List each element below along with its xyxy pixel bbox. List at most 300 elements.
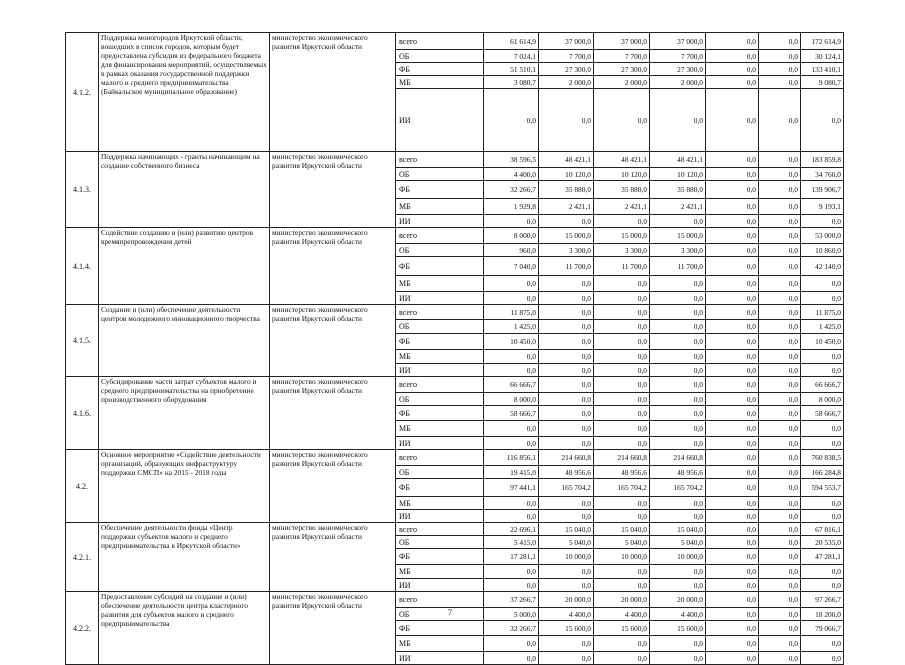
amount-cell: 0,0	[801, 437, 844, 450]
amount-cell: 0,0	[594, 292, 650, 305]
amount-cell: 0,0	[706, 437, 759, 450]
table-row	[66, 523, 844, 536]
item-name: Содействие созданию и (или) развитию центров времяпрепровождения детей	[99, 228, 270, 305]
amount-cell: 48 956,6	[594, 466, 650, 479]
amount-cell: 10 000,0	[594, 549, 650, 565]
amount-cell: 0,0	[706, 63, 759, 76]
funding-source: ИИ	[396, 89, 484, 152]
funding-source: МБ	[396, 497, 484, 510]
amount-cell: 0,0	[539, 320, 594, 334]
amount-cell: 11 700,0	[650, 257, 706, 276]
amount-cell: 5 000,0	[484, 608, 539, 621]
amount-cell: 0,0	[759, 152, 801, 168]
amount-cell: 0,0	[539, 497, 594, 510]
page-number: 7	[448, 608, 452, 617]
amount-cell: 15 040,0	[539, 523, 594, 536]
amount-cell: 0,0	[759, 50, 801, 63]
amount-cell: 0,0	[650, 89, 706, 152]
amount-cell: 0,0	[759, 393, 801, 406]
amount-cell: 3 300,0	[594, 244, 650, 257]
amount-cell: 0,0	[801, 89, 844, 152]
amount-cell: 10 000,0	[539, 549, 594, 565]
amount-cell: 37 000,0	[539, 33, 594, 50]
amount-cell: 0,0	[539, 305, 594, 320]
funding-source: всего	[396, 377, 484, 393]
amount-cell: 51 510,1	[484, 63, 539, 76]
amount-cell: 0,0	[759, 76, 801, 89]
amount-cell: 0,0	[759, 510, 801, 523]
funding-source: ИИ	[396, 579, 484, 592]
amount-cell: 0,0	[759, 608, 801, 621]
funding-source: ФБ	[396, 181, 484, 199]
amount-cell: 0,0	[759, 579, 801, 592]
amount-cell: 0,0	[650, 364, 706, 377]
item-executor: министерство экономического развития Иркутской области	[270, 33, 396, 152]
amount-cell: 0,0	[650, 497, 706, 510]
amount-cell: 0,0	[594, 652, 650, 665]
table-row	[66, 377, 844, 393]
amount-cell: 0,0	[706, 350, 759, 364]
amount-cell: 0,0	[594, 393, 650, 406]
amount-cell: 0,0	[484, 636, 539, 652]
amount-cell: 18 200,0	[801, 608, 844, 621]
amount-cell: 0,0	[539, 215, 594, 228]
amount-cell: 34 760,0	[801, 168, 844, 181]
funding-source: ОБ	[396, 536, 484, 549]
funding-source: ИИ	[396, 215, 484, 228]
table-row	[66, 592, 844, 608]
amount-cell: 0,0	[539, 350, 594, 364]
amount-cell: 11 700,0	[539, 257, 594, 276]
funding-source: всего	[396, 152, 484, 168]
amount-cell: 0,0	[759, 63, 801, 76]
amount-cell: 0,0	[801, 652, 844, 665]
amount-cell: 0,0	[706, 257, 759, 276]
item-code: 4.2.1.	[66, 523, 99, 592]
amount-cell: 139 906,7	[801, 181, 844, 199]
amount-cell: 0,0	[706, 50, 759, 63]
amount-cell: 0,0	[650, 377, 706, 393]
amount-cell: 66 666,7	[484, 377, 539, 393]
amount-cell: 0,0	[594, 421, 650, 437]
item-code: 4.2.2.	[66, 592, 99, 665]
amount-cell: 7 040,0	[484, 257, 539, 276]
funding-source: ФБ	[396, 63, 484, 76]
amount-cell: 0,0	[594, 89, 650, 152]
amount-cell: 0,0	[706, 276, 759, 292]
amount-cell: 0,0	[706, 364, 759, 377]
amount-cell: 15 600,0	[650, 621, 706, 636]
amount-cell: 48 956,6	[539, 466, 594, 479]
funding-source: ОБ	[396, 320, 484, 334]
amount-cell: 0,0	[539, 565, 594, 579]
amount-cell: 10 450,0	[801, 334, 844, 350]
amount-cell: 0,0	[759, 228, 801, 244]
amount-cell: 0,0	[594, 406, 650, 421]
funding-source: ИИ	[396, 510, 484, 523]
item-executor: министерство экономического развития Иркутской области	[270, 152, 396, 228]
amount-cell: 58 666,7	[801, 406, 844, 421]
amount-cell: 0,0	[706, 479, 759, 497]
amount-cell: 0,0	[801, 364, 844, 377]
item-code: 4.2.	[66, 450, 99, 523]
amount-cell: 0,0	[801, 421, 844, 437]
amount-cell: 5 415,0	[484, 536, 539, 549]
amount-cell: 0,0	[706, 621, 759, 636]
amount-cell: 1 425,0	[801, 320, 844, 334]
amount-cell: 37 000,0	[650, 33, 706, 50]
funding-source: ОБ	[396, 50, 484, 63]
item-executor: министерство экономического развития Иркутской области	[270, 377, 396, 450]
amount-cell: 0,0	[801, 276, 844, 292]
amount-cell: 0,0	[650, 406, 706, 421]
amount-cell: 172 614,9	[801, 33, 844, 50]
amount-cell: 3 300,0	[650, 244, 706, 257]
amount-cell: 37 000,0	[594, 33, 650, 50]
amount-cell: 0,0	[539, 377, 594, 393]
amount-cell: 35 880,0	[539, 181, 594, 199]
amount-cell: 0,0	[759, 549, 801, 565]
amount-cell: 0,0	[801, 292, 844, 305]
amount-cell: 0,0	[539, 421, 594, 437]
item-name: Предоставление субсидий на создание и (или) обеспечение деятельности центра кластерного развития для субъектов малого и среднего предпринимательства	[99, 592, 270, 665]
amount-cell: 32 266,7	[484, 621, 539, 636]
amount-cell: 0,0	[706, 536, 759, 549]
amount-cell: 165 704,2	[594, 479, 650, 497]
amount-cell: 0,0	[650, 215, 706, 228]
amount-cell: 2 421,1	[594, 199, 650, 215]
amount-cell: 0,0	[801, 350, 844, 364]
item-name: Поддержка моногородов Иркутской области, вошедших в список городов, которым будет предоставлена субсидия из федерального бюджета для финансирования мероприятий, осуществляемых в рамках оказания государственной поддержки малого и среднего предпринимательства (Байкальское муниципальное образование)	[99, 33, 270, 152]
amount-cell: 3 300,0	[539, 244, 594, 257]
amount-cell: 0,0	[594, 276, 650, 292]
amount-cell: 2 421,1	[539, 199, 594, 215]
amount-cell: 42 140,0	[801, 257, 844, 276]
amount-cell: 0,0	[759, 215, 801, 228]
amount-cell: 0,0	[484, 276, 539, 292]
amount-cell: 0,0	[594, 636, 650, 652]
amount-cell: 0,0	[706, 608, 759, 621]
amount-cell: 0,0	[484, 364, 539, 377]
amount-cell: 0,0	[539, 393, 594, 406]
amount-cell: 4 400,0	[539, 608, 594, 621]
item-code: 4.1.2.	[66, 33, 99, 152]
amount-cell: 0,0	[706, 523, 759, 536]
amount-cell: 19 415,0	[484, 466, 539, 479]
amount-cell: 0,0	[706, 421, 759, 437]
amount-cell: 79 066,7	[801, 621, 844, 636]
amount-cell: 0,0	[801, 497, 844, 510]
amount-cell: 0,0	[650, 510, 706, 523]
amount-cell: 0,0	[484, 565, 539, 579]
amount-cell: 2 000,0	[594, 76, 650, 89]
amount-cell: 22 696,1	[484, 523, 539, 536]
funding-source: ОБ	[396, 608, 484, 621]
amount-cell: 0,0	[484, 292, 539, 305]
amount-cell: 0,0	[650, 421, 706, 437]
amount-cell: 0,0	[650, 437, 706, 450]
amount-cell: 4 400,0	[594, 608, 650, 621]
amount-cell: 15 000,0	[539, 228, 594, 244]
funding-source: всего	[396, 33, 484, 50]
amount-cell: 10 860,0	[801, 244, 844, 257]
amount-cell: 0,0	[706, 244, 759, 257]
amount-cell: 0,0	[650, 565, 706, 579]
amount-cell: 0,0	[759, 377, 801, 393]
amount-cell: 15 040,0	[650, 523, 706, 536]
amount-cell: 0,0	[650, 350, 706, 364]
funding-source: МБ	[396, 350, 484, 364]
amount-cell: 0,0	[539, 334, 594, 350]
item-code: 4.1.3.	[66, 152, 99, 228]
amount-cell: 0,0	[539, 89, 594, 152]
amount-cell: 0,0	[484, 89, 539, 152]
funding-source: МБ	[396, 421, 484, 437]
amount-cell: 0,0	[759, 592, 801, 608]
amount-cell: 58 666,7	[484, 406, 539, 421]
amount-cell: 0,0	[706, 76, 759, 89]
amount-cell: 0,0	[706, 636, 759, 652]
funding-source: ИИ	[396, 437, 484, 450]
amount-cell: 0,0	[759, 479, 801, 497]
table-row	[66, 305, 844, 320]
item-executor: министерство экономического развития Иркутской области	[270, 523, 396, 592]
amount-cell: 760 838,5	[801, 450, 844, 466]
table-row	[66, 33, 844, 50]
amount-cell: 10 000,0	[650, 549, 706, 565]
amount-cell: 48 421,1	[539, 152, 594, 168]
amount-cell: 0,0	[650, 334, 706, 350]
amount-cell: 7 700,0	[594, 50, 650, 63]
amount-cell: 0,0	[706, 334, 759, 350]
amount-cell: 594 553,7	[801, 479, 844, 497]
funding-source: всего	[396, 523, 484, 536]
amount-cell: 0,0	[759, 181, 801, 199]
amount-cell: 66 666,7	[801, 377, 844, 393]
amount-cell: 15 600,0	[594, 621, 650, 636]
amount-cell: 165 704,2	[650, 479, 706, 497]
item-name: Основное мероприятие «Содействие деятельности организаций, образующих инфраструктуру поддержки СМСП» на 2015 - 2018 годы	[99, 450, 270, 523]
amount-cell: 1 929,8	[484, 199, 539, 215]
amount-cell: 20 535,0	[801, 536, 844, 549]
amount-cell: 0,0	[706, 579, 759, 592]
amount-cell: 17 281,1	[484, 549, 539, 565]
item-name: Создание и (или) обеспечение деятельности центров молодежного инновационного творчества	[99, 305, 270, 377]
amount-cell: 0,0	[594, 320, 650, 334]
funding-source: МБ	[396, 76, 484, 89]
item-executor: министерство экономического развития Иркутской области	[270, 450, 396, 523]
amount-cell: 0,0	[706, 450, 759, 466]
amount-cell: 0,0	[594, 437, 650, 450]
amount-cell: 0,0	[539, 292, 594, 305]
amount-cell: 15 000,0	[594, 228, 650, 244]
amount-cell: 0,0	[706, 592, 759, 608]
funding-source: МБ	[396, 199, 484, 215]
amount-cell: 37 266,7	[484, 592, 539, 608]
amount-cell: 0,0	[706, 466, 759, 479]
table-body	[66, 33, 844, 665]
amount-cell: 0,0	[484, 421, 539, 437]
amount-cell: 0,0	[706, 152, 759, 168]
funding-source: МБ	[396, 276, 484, 292]
amount-cell: 0,0	[594, 334, 650, 350]
amount-cell: 8 000,0	[484, 393, 539, 406]
amount-cell: 183 859,8	[801, 152, 844, 168]
amount-cell: 214 660,8	[594, 450, 650, 466]
amount-cell: 0,0	[706, 89, 759, 152]
amount-cell: 20 000,0	[650, 592, 706, 608]
item-executor: министерство экономического развития Иркутской области	[270, 305, 396, 377]
amount-cell: 9 080,7	[801, 76, 844, 89]
amount-cell: 10 120,0	[539, 168, 594, 181]
amount-cell: 0,0	[759, 621, 801, 636]
amount-cell: 0,0	[484, 510, 539, 523]
amount-cell: 10 120,0	[594, 168, 650, 181]
item-name: Обеспечение деятельности фонда «Центр поддержки субъектов малого и среднего предпринимательства в Иркутской области»	[99, 523, 270, 592]
amount-cell: 0,0	[759, 320, 801, 334]
amount-cell: 0,0	[759, 199, 801, 215]
amount-cell: 214 660,8	[650, 450, 706, 466]
amount-cell: 0,0	[484, 652, 539, 665]
amount-cell: 8 000,0	[801, 393, 844, 406]
funding-source: ИИ	[396, 364, 484, 377]
amount-cell: 0,0	[759, 466, 801, 479]
amount-cell: 7 700,0	[650, 50, 706, 63]
amount-cell: 133 410,1	[801, 63, 844, 76]
amount-cell: 0,0	[650, 276, 706, 292]
amount-cell: 0,0	[706, 652, 759, 665]
amount-cell: 960,0	[484, 244, 539, 257]
amount-cell: 0,0	[706, 393, 759, 406]
amount-cell: 0,0	[539, 510, 594, 523]
funding-source: ФБ	[396, 334, 484, 350]
amount-cell: 7 024,1	[484, 50, 539, 63]
amount-cell: 165 704,2	[539, 479, 594, 497]
amount-cell: 0,0	[759, 450, 801, 466]
amount-cell: 0,0	[539, 364, 594, 377]
amount-cell: 0,0	[706, 565, 759, 579]
amount-cell: 0,0	[759, 334, 801, 350]
amount-cell: 7 700,0	[539, 50, 594, 63]
amount-cell: 10 120,0	[650, 168, 706, 181]
funding-source: ОБ	[396, 168, 484, 181]
amount-cell: 0,0	[759, 89, 801, 152]
budget-table	[65, 32, 844, 665]
amount-cell: 0,0	[484, 497, 539, 510]
funding-source: ОБ	[396, 244, 484, 257]
amount-cell: 0,0	[706, 406, 759, 421]
amount-cell: 0,0	[594, 565, 650, 579]
item-code: 4.1.4.	[66, 228, 99, 305]
amount-cell: 0,0	[759, 168, 801, 181]
amount-cell: 0,0	[594, 510, 650, 523]
amount-cell: 0,0	[706, 292, 759, 305]
amount-cell: 10 450,0	[484, 334, 539, 350]
funding-source: ОБ	[396, 466, 484, 479]
funding-source: МБ	[396, 565, 484, 579]
amount-cell: 2 000,0	[539, 76, 594, 89]
amount-cell: 0,0	[539, 652, 594, 665]
amount-cell: 0,0	[759, 257, 801, 276]
amount-cell: 0,0	[801, 215, 844, 228]
amount-cell: 4 400,0	[484, 168, 539, 181]
amount-cell: 0,0	[759, 292, 801, 305]
amount-cell: 0,0	[706, 228, 759, 244]
amount-cell: 0,0	[484, 215, 539, 228]
amount-cell: 32 266,7	[484, 181, 539, 199]
item-executor: министерство экономического развития Иркутской области	[270, 228, 396, 305]
amount-cell: 0,0	[484, 579, 539, 592]
item-name: Субсидирование части затрат субъектов малого и среднего предпринимательства на приобретение производственного оборудования	[99, 377, 270, 450]
funding-source: ОБ	[396, 393, 484, 406]
amount-cell: 0,0	[706, 181, 759, 199]
amount-cell: 2 000,0	[650, 76, 706, 89]
amount-cell: 8 000,0	[484, 228, 539, 244]
amount-cell: 48 421,1	[650, 152, 706, 168]
funding-source: ФБ	[396, 621, 484, 636]
amount-cell: 35 880,0	[594, 181, 650, 199]
amount-cell: 0,0	[594, 497, 650, 510]
amount-cell: 27 300,0	[650, 63, 706, 76]
amount-cell: 0,0	[759, 536, 801, 549]
amount-cell: 0,0	[801, 565, 844, 579]
amount-cell: 15 600,0	[539, 621, 594, 636]
funding-source: ИИ	[396, 292, 484, 305]
amount-cell: 0,0	[801, 510, 844, 523]
amount-cell: 48 956,6	[650, 466, 706, 479]
amount-cell: 0,0	[759, 33, 801, 50]
amount-cell: 5 040,0	[539, 536, 594, 549]
amount-cell: 116 856,1	[484, 450, 539, 466]
amount-cell: 2 421,1	[650, 199, 706, 215]
amount-cell: 0,0	[650, 320, 706, 334]
amount-cell: 0,0	[706, 305, 759, 320]
funding-source: ФБ	[396, 549, 484, 565]
amount-cell: 1 425,0	[484, 320, 539, 334]
amount-cell: 0,0	[650, 393, 706, 406]
amount-cell: 0,0	[759, 523, 801, 536]
item-executor: министерство экономического развития Иркутской области	[270, 592, 396, 665]
amount-cell: 0,0	[801, 636, 844, 652]
funding-source: ФБ	[396, 257, 484, 276]
amount-cell: 0,0	[706, 549, 759, 565]
amount-cell: 0,0	[759, 437, 801, 450]
amount-cell: 0,0	[594, 579, 650, 592]
amount-cell: 30 124,1	[801, 50, 844, 63]
funding-source: ИИ	[396, 652, 484, 665]
amount-cell: 97 441,1	[484, 479, 539, 497]
amount-cell: 0,0	[594, 364, 650, 377]
amount-cell: 3 080,7	[484, 76, 539, 89]
amount-cell: 0,0	[706, 320, 759, 334]
amount-cell: 0,0	[759, 406, 801, 421]
item-code: 4.1.5.	[66, 305, 99, 377]
amount-cell: 0,0	[650, 636, 706, 652]
funding-source: всего	[396, 450, 484, 466]
amount-cell: 53 000,0	[801, 228, 844, 244]
amount-cell: 0,0	[759, 350, 801, 364]
amount-cell: 0,0	[594, 350, 650, 364]
amount-cell: 0,0	[484, 350, 539, 364]
funding-source: всего	[396, 592, 484, 608]
amount-cell: 0,0	[539, 276, 594, 292]
amount-cell: 11 700,0	[594, 257, 650, 276]
amount-cell: 0,0	[759, 305, 801, 320]
amount-cell: 0,0	[759, 652, 801, 665]
amount-cell: 166 284,8	[801, 466, 844, 479]
amount-cell: 214 660,8	[539, 450, 594, 466]
amount-cell: 0,0	[759, 636, 801, 652]
